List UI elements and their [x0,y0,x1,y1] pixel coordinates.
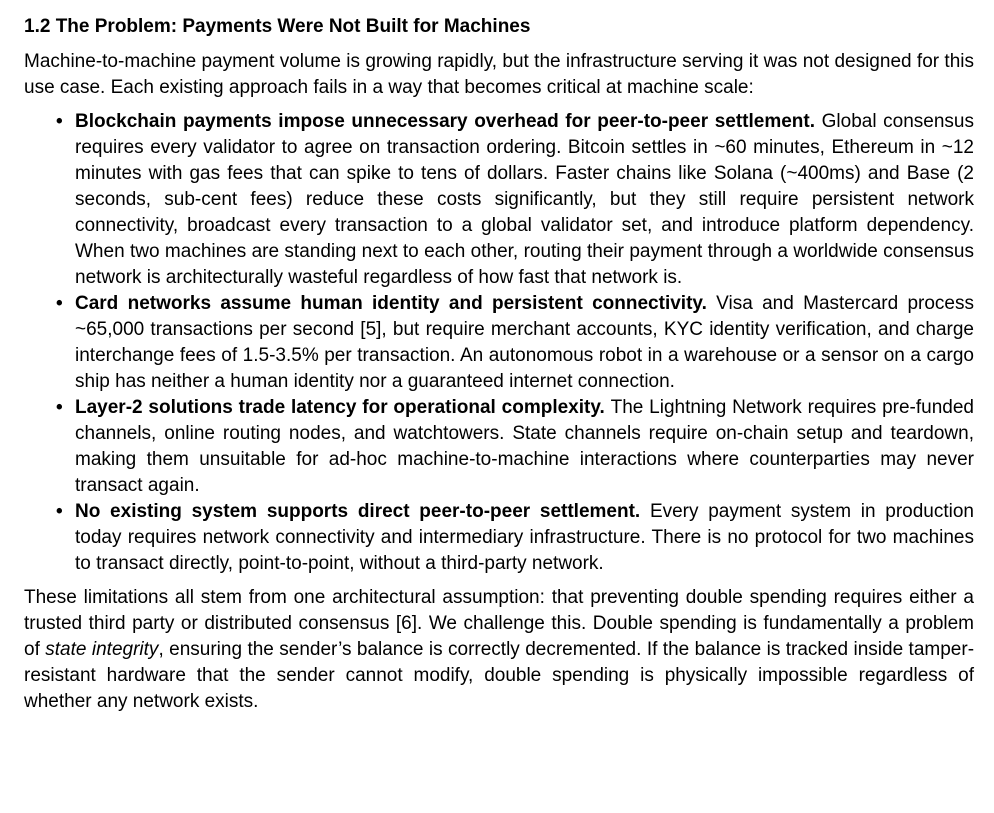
bullet-marker: • [56,501,63,522]
list-item-body: Global consensus requires every validator to agree on transaction ordering. Bitcoin settles in ~60 minutes, Ethereum in ~12 minutes with gas fees that can spike to tens of dollars. Faster chains like Solana (~400ms) and Base (2 seconds, sub-cent fees) reduce these costs significantly, but they still require persistent network connectivity, broadcast every transaction to a global validator set, and introduce platform dependency. When two machines are standing next to each other, routing their payment through a worldwide consensus network is architecturally wasteful regardless of how fast that network is. [75,111,974,288]
section-title: 1.2 The Problem: Payments Were Not Built for Machines [24,16,531,37]
list-item-lead: Blockchain payments impose unnecessary overhead for peer-to-peer settlement. [75,111,822,132]
problem-list [24,109,974,577]
list-item-body: Visa and Mastercard process ~65,000 transactions per second [5], but require merchant accounts, KYC identity verification, and charge interchange fees of 1.5-3.5% per transaction. An autonomous robot in a warehouse or a sensor on a cargo ship has neither a human identity nor a guaranteed internet connection. [75,293,974,392]
list-item [24,499,974,577]
bullet-marker: • [56,111,63,132]
list-item-lead: No existing system supports direct peer-to-peer settlement. [75,501,650,522]
conclusion-paragraph [24,585,974,715]
conclusion-emphasis: state integrity [45,639,159,660]
intro-paragraph: Machine-to-machine payment volume is growing rapidly, but the infrastructure serving it was not designed for this use case. Each existing approach fails in a way that becomes critical at machine scale: [24,51,974,98]
list-item [24,291,974,395]
conclusion-text-before: These limitations all stem from one architectural assumption: that preventing double spending requires either a trusted third party or distributed consensus [6]. We challenge this. Double spending is fundamentally a problem of [24,587,974,660]
list-item-body: The Lightning Network requires pre-funded channels, online routing nodes, and watchtowers. State channels require on-chain setup and teardown, making them unsuitable for ad-hoc machine-to-machine interactions where counterparties may never transact again. [75,397,974,496]
list-item-lead: Layer-2 solutions trade latency for operational complexity. [75,397,611,418]
conclusion-text-after: , ensuring the sender’s balance is correctly decremented. If the balance is tracked inside tamper-resistant hardware that the sender cannot modify, double spending is physically impossible regardless of whether any network exists. [24,639,975,712]
list-item-body: Every payment system in production today requires network connectivity and intermediary infrastructure. There is no protocol for two machines to transact directly, point-to-point, without a third-party network. [75,501,975,574]
bullet-marker: • [56,397,63,418]
list-item [24,395,974,499]
list-item [24,109,974,291]
list-item-lead: Card networks assume human identity and persistent connectivity. [75,293,717,314]
bullet-marker: • [56,293,63,314]
